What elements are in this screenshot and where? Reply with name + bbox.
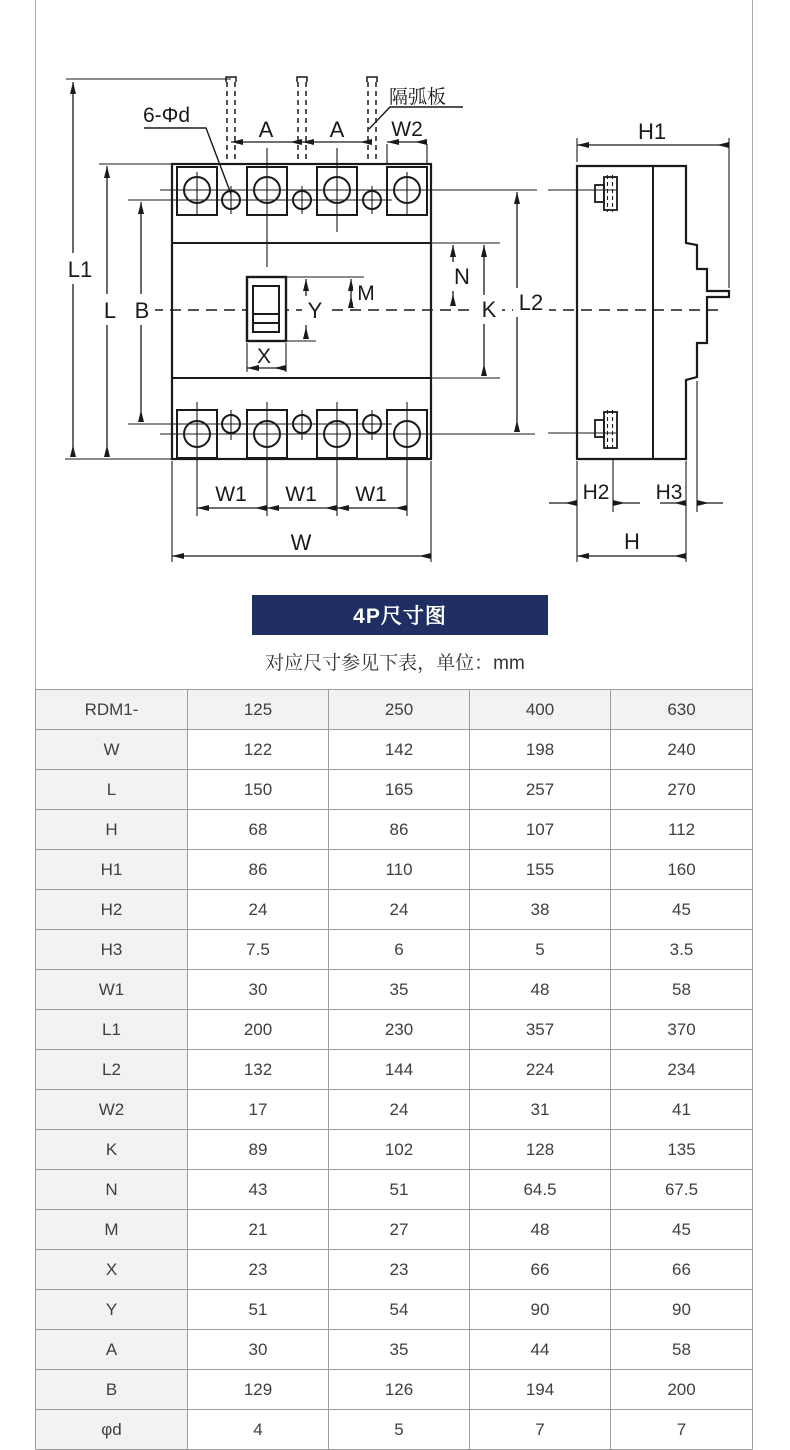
- table-cell: 270: [611, 770, 752, 810]
- dim-label-h3: H3: [655, 481, 683, 504]
- table-header-frame: 630: [611, 690, 752, 730]
- dim-label-w1c: W1: [355, 483, 387, 506]
- table-cell: 86: [329, 810, 470, 850]
- table-cell: 132: [188, 1050, 329, 1090]
- table-cell: 150: [188, 770, 329, 810]
- section-title-badge: [252, 595, 548, 635]
- table-cell: 160: [611, 850, 752, 890]
- dim-label-h1: H1: [637, 119, 667, 144]
- table-cell: 21: [188, 1210, 329, 1250]
- dim-label-h2: H2: [582, 481, 610, 504]
- table-row-label: L2: [36, 1050, 188, 1090]
- table-cell: 144: [329, 1050, 470, 1090]
- table-cell: 6: [329, 930, 470, 970]
- dim-label-w1a: W1: [215, 483, 247, 506]
- arc-barrier-plates: [226, 77, 377, 163]
- table-cell: 35: [329, 970, 470, 1010]
- table-cell: 155: [470, 850, 611, 890]
- table-cell: 58: [611, 1330, 752, 1370]
- table-header-frame: 250: [329, 690, 470, 730]
- table-cell: 23: [188, 1250, 329, 1290]
- table-cell: 38: [470, 890, 611, 930]
- table-cell: 230: [329, 1010, 470, 1050]
- table-row-label: X: [36, 1250, 188, 1290]
- table-cell: 45: [611, 1210, 752, 1250]
- table-row-label: A: [36, 1330, 188, 1370]
- table-cell: 7: [470, 1410, 611, 1450]
- dim-label-w2: W2: [391, 118, 423, 141]
- table-header-frame: 400: [470, 690, 611, 730]
- table-cell: 5: [470, 930, 611, 970]
- table-row-label: Y: [36, 1290, 188, 1330]
- side-view-drawing: [545, 138, 729, 562]
- dim-label-b: B: [134, 298, 150, 323]
- toggle-handle: [247, 277, 286, 341]
- table-cell: 64.5: [470, 1170, 611, 1210]
- table-cell: 30: [188, 970, 329, 1010]
- table-cell: 48: [470, 970, 611, 1010]
- table-cell: 129: [188, 1370, 329, 1410]
- table-cell: 135: [611, 1130, 752, 1170]
- table-cell: 31: [470, 1090, 611, 1130]
- dim-label-w: W: [290, 530, 312, 555]
- table-header-frame: 125: [188, 690, 329, 730]
- table-cell: 24: [329, 890, 470, 930]
- dim-label-n: N: [454, 264, 470, 289]
- table-cell: 89: [188, 1130, 329, 1170]
- table-cell: 27: [329, 1210, 470, 1250]
- table-cell: 24: [188, 890, 329, 930]
- table-cell: 102: [329, 1130, 470, 1170]
- table-cell: 257: [470, 770, 611, 810]
- table-cell: 370: [611, 1010, 752, 1050]
- table-cell: 43: [188, 1170, 329, 1210]
- table-row-label: W: [36, 730, 188, 770]
- table-cell: 107: [470, 810, 611, 850]
- table-cell: 3.5: [611, 930, 752, 970]
- table-cell: 66: [611, 1250, 752, 1290]
- dim-label-m: M: [357, 282, 375, 305]
- table-row-label: L1: [36, 1010, 188, 1050]
- table-row-label: H1: [36, 850, 188, 890]
- dim-label-w1b: W1: [285, 483, 317, 506]
- dim-label-l: L: [103, 298, 117, 323]
- table-cell: 90: [470, 1290, 611, 1330]
- table-row-label: H: [36, 810, 188, 850]
- table-cell: 194: [470, 1370, 611, 1410]
- table-cell: 112: [611, 810, 752, 850]
- table-cell: 44: [470, 1330, 611, 1370]
- table-cell: 200: [188, 1010, 329, 1050]
- table-cell: 66: [470, 1250, 611, 1290]
- table-cell: 240: [611, 730, 752, 770]
- dim-label-x: X: [256, 345, 272, 368]
- table-cell: 142: [329, 730, 470, 770]
- dim-label-y: Y: [307, 298, 323, 323]
- table-cell: 54: [329, 1290, 470, 1330]
- table-row-label: M: [36, 1210, 188, 1250]
- table-header-model: RDM1-: [36, 690, 188, 730]
- table-cell: 48: [470, 1210, 611, 1250]
- table-cell: 122: [188, 730, 329, 770]
- badge-label: 4P尺寸图: [353, 605, 447, 628]
- dim-label-l1: L1: [67, 257, 93, 282]
- table-cell: 67.5: [611, 1170, 752, 1210]
- table-cell: 200: [611, 1370, 752, 1410]
- table-cell: 23: [329, 1250, 470, 1290]
- table-cell: 110: [329, 850, 470, 890]
- dim-label-arc-plate: 隔弧板: [389, 87, 447, 108]
- table-caption: 对应尺寸参见下表，单位：mm: [265, 653, 525, 674]
- table-cell: 41: [611, 1090, 752, 1130]
- breaker-dimension-diagram: [0, 0, 790, 580]
- table-cell: 165: [329, 770, 470, 810]
- table-row-label: H2: [36, 890, 188, 930]
- table-cell: 35: [329, 1330, 470, 1370]
- table-cell: 126: [329, 1370, 470, 1410]
- table-cell: 4: [188, 1410, 329, 1450]
- table-cell: 7.5: [188, 930, 329, 970]
- table-cell: 30: [188, 1330, 329, 1370]
- table-cell: 357: [470, 1010, 611, 1050]
- table-cell: 68: [188, 810, 329, 850]
- table-cell: 234: [611, 1050, 752, 1090]
- table-cell: 224: [470, 1050, 611, 1090]
- table-row-label: N: [36, 1170, 188, 1210]
- table-cell: 51: [188, 1290, 329, 1330]
- table-cell: 198: [470, 730, 611, 770]
- table-row-label: L: [36, 770, 188, 810]
- table-row-label: H3: [36, 930, 188, 970]
- dim-label-k: K: [481, 297, 497, 322]
- table-cell: 5: [329, 1410, 470, 1450]
- dim-label-a2: A: [329, 117, 345, 142]
- table-row-label: K: [36, 1130, 188, 1170]
- table-cell: 17: [188, 1090, 329, 1130]
- dimension-table: [35, 689, 753, 1449]
- table-cell: 24: [329, 1090, 470, 1130]
- table-cell: 90: [611, 1290, 752, 1330]
- table-cell: 86: [188, 850, 329, 890]
- table-row-label: W1: [36, 970, 188, 1010]
- dim-label-h: H: [624, 529, 640, 554]
- dim-label-l2: L2: [518, 290, 544, 315]
- table-cell: 51: [329, 1170, 470, 1210]
- table-cell: 45: [611, 890, 752, 930]
- dim-label-6phid: 6-Φd: [143, 104, 191, 127]
- dim-label-a1: A: [258, 117, 274, 142]
- table-cell: 7: [611, 1410, 752, 1450]
- table-row-label: φd: [36, 1410, 188, 1450]
- table-cell: 58: [611, 970, 752, 1010]
- table-cell: 128: [470, 1130, 611, 1170]
- table-row-label: W2: [36, 1090, 188, 1130]
- table-row-label: B: [36, 1370, 188, 1410]
